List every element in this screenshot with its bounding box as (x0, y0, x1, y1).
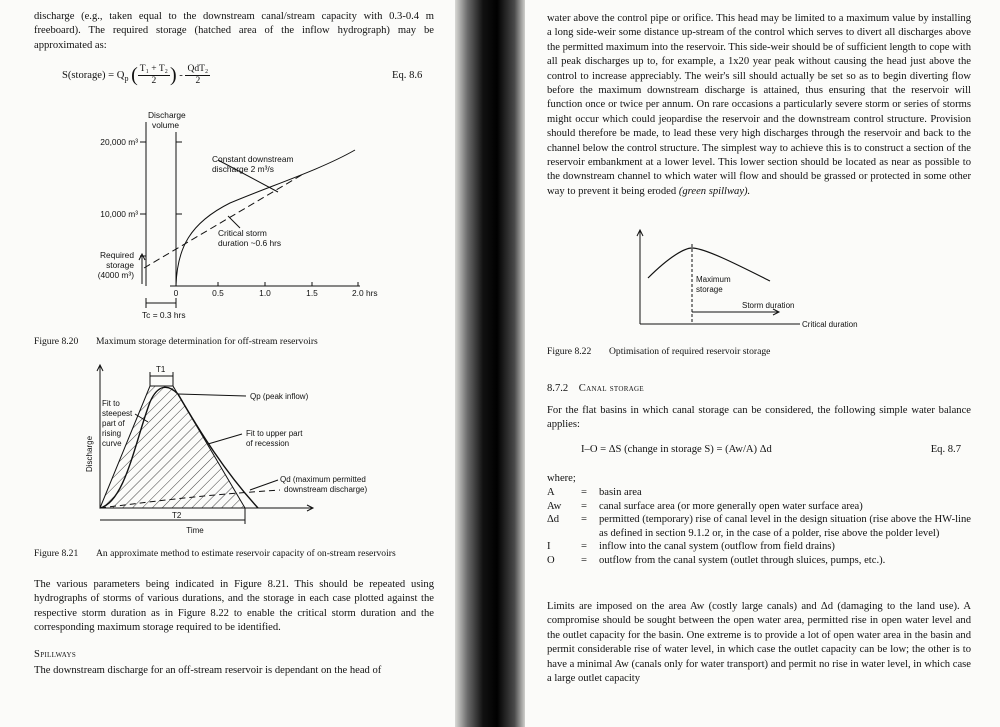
figure-8-20-svg (60, 108, 440, 323)
fig820-constant-discharge-line (144, 173, 305, 268)
fig820-x-tick-label-10: 1.0 (259, 288, 271, 298)
where-list (547, 486, 971, 568)
fig821-qp-label: Qp (peak inflow) (250, 392, 309, 401)
figure-8-21-caption: Figure 8.21 An approximate method to estimate reservoir capacity of on-stream reservoirs (34, 548, 396, 559)
fig821-t1-label: T1 (156, 365, 166, 374)
fig820-x-tick-label-20: 2.0 hrs (352, 288, 378, 298)
where-item-dd: Δd = permitted (temporary) rise of canal level in the design situation (rise above the HW-line as defined in section 9.1.2 or, in the case of a polder, rise above the polder level) (547, 514, 971, 539)
fig821-steep-3: part of (102, 419, 125, 428)
figure-8-20 (60, 108, 440, 323)
figure-8-22 (620, 226, 880, 334)
eq86-label: Eq. 8.6 (392, 70, 423, 81)
spillways-heading: Spillways (34, 649, 77, 660)
equation-8-7: I–O = ΔS (change in storage S) = (Aw/A) Δd Eq. 8.7 (581, 444, 961, 455)
fig821-xlabel: Time (186, 526, 204, 535)
fig822-critical-duration: Critical duration (802, 320, 858, 329)
fig820-required-3: (4000 m³) (97, 270, 134, 280)
fig820-x-tick-label-0: 0 (173, 288, 179, 298)
fig820-required-1: Required (100, 250, 134, 260)
section-heading: 8.7.2 Canal storage (547, 383, 644, 394)
fig820-critical-2: duration ~0.6 hrs (218, 238, 282, 248)
where-item-i: I = inflow into the canal system (outflow from field drains) (547, 541, 835, 553)
where-item-a: A = basin area (547, 487, 642, 498)
left-page (0, 0, 455, 727)
eq86-lhs: S(storage) = Q (62, 69, 125, 81)
fig821-steep-2: steepest (102, 409, 133, 418)
flat-basins-paragraph: For the flat basins in which canal storage can be considered, the following simple water balance applies: (547, 405, 971, 431)
figure-8-22-svg (620, 226, 880, 334)
fig822-max-1: Maximum (696, 275, 731, 284)
side-weir-paragraph: water above the control pipe or orifice. This head may be limited to a maximum value by installing a long side-weir some distance up-stream of the control which serves to divert all discharges above the permitted maximum into the reservoir. This side-weir should be of sufficient length to cope with all peak discharges up to, for example, a 1x20 year peak without causing the head just above the control to increase appreciably. The weir's sill should actually be set so as to begin diverting flow before the maximum downstream discharge is attained, thus ensuring that the reservoir will function once or twice per annum. On rare occasions a particularly severe storm or series of storms might occur which could jeopardise the reservoir and the downstream control structure. Provision should therefore be made, to lead these very high discharges through the reservoir and back to the channel below the control structure. The simplest way to achieve this is to construct a section of the reservoir embankment at a lower level. This lower section should be located as near as possible to the downstream channel to which water will flow and should be grassed or protected in some other way to prevent it being eroded (green spillway). (547, 13, 971, 197)
eq86-frac2: $\frac{\text{QdT₂}}{2}$ (187, 64, 209, 86)
fig821-qp-leader (178, 394, 246, 396)
fig820-x-tick-label-05: 0.5 (212, 288, 224, 298)
fig822-storm-duration: Storm duration (742, 301, 795, 310)
where-label: where; (547, 473, 576, 484)
fig820-constant-2: discharge 2 m³/s (212, 164, 274, 174)
where-item-o: O = outflow from the canal system (outlet through sluices, pumps, etc.). (547, 554, 886, 566)
fig820-constant-1: Constant downstream (212, 154, 294, 164)
equation-8-6: S(storage) = $Q_p$ ( $\frac{\text{T₁ + T₂}}{2}$ ) - $\frac{\text{QdT₂}}{2}$ Eq. 8.6 (62, 64, 423, 86)
figure-8-21-svg (80, 362, 420, 537)
book-gutter (455, 0, 525, 727)
various-parameters-paragraph: The various parameters being indicated in Figure 8.21. This should be repeated using hydrographs of storms of various durations, and the storage in each case plotted against the respective storm duration as in Figure 8.22 to enable the critical storm duration and the corresponding maximum storage required to be identified. (34, 579, 434, 634)
fig821-upper-1: Fit to upper part (246, 429, 303, 438)
fig821-upper-leader (208, 434, 242, 444)
fig820-ylabel-2: volume (152, 120, 179, 130)
fig820-tick-label-20000: 20,000 m³ (100, 137, 138, 147)
fig821-qd-2: downstream discharge) (284, 485, 368, 494)
fig821-upper-2: of recession (246, 439, 290, 448)
fig821-ylabel: Discharge (85, 435, 94, 473)
figure-8-20-caption: Figure 8.20 Maximum storage determination for off-stream reservoirs (34, 336, 318, 347)
where-item-aw: Aw = canal surface area (or more generally open water surface area) (547, 500, 863, 512)
fig820-required-2: storage (106, 260, 134, 270)
fig821-steep-4: rising (102, 429, 122, 438)
fig820-critical-leader (228, 216, 240, 228)
fig820-critical-1: Critical storm (218, 228, 267, 238)
intro-paragraph: discharge (e.g., taken equal to the downstream canal/stream capacity with 0.3-0.4 m freeboard). The required storage (hatched area of the inflow hydrograph) may be approximated as: (34, 11, 434, 51)
fig821-qd-1: Qd (maximum permitted (280, 475, 366, 484)
fig820-ylabel-1: Discharge (148, 110, 186, 120)
fig821-t2-label: T2 (172, 511, 182, 520)
fig820-tick-label-10000: 10,000 m³ (100, 209, 138, 219)
figure-8-22-caption: Figure 8.22 Optimisation of required reservoir storage (547, 346, 771, 357)
fig822-max-2: storage (696, 285, 723, 294)
fig821-steep-5: curve (102, 439, 122, 448)
eq86-lhs-sub: p (124, 74, 129, 84)
limits-paragraph: Limits are imposed on the area Aw (costly large canals) and Δd (damaging to the land use). A compromise should be sought between the open water area, permitted rise in open water level and the outlet capacity for the basin. One extreme is to provide a lot of open water area in the basin and permit considerable rise of water level, in which case the outlet capacity can be low; the other is to have a minimal Aw (canals only for water transport) and permit no rise in water level, in which case a large outlet capacity (547, 601, 971, 685)
fig820-tc-label: Tc = 0.3 hrs (142, 310, 186, 320)
eq86-frac1: $\frac{\text{T₁ + T₂}}{2}$ (139, 64, 168, 86)
fig821-qd-leader (250, 480, 278, 490)
fig820-x-tick-label-15: 1.5 (306, 288, 318, 298)
spillways-paragraph: The downstream discharge for an off-stream reservoir is dependant on the head of (34, 665, 382, 676)
figure-8-21 (80, 362, 420, 537)
fig821-hatched-storage (100, 386, 245, 508)
fig821-steep-1: Fit to (102, 399, 120, 408)
right-page (525, 0, 1000, 727)
eq86-minus: - (179, 69, 183, 81)
